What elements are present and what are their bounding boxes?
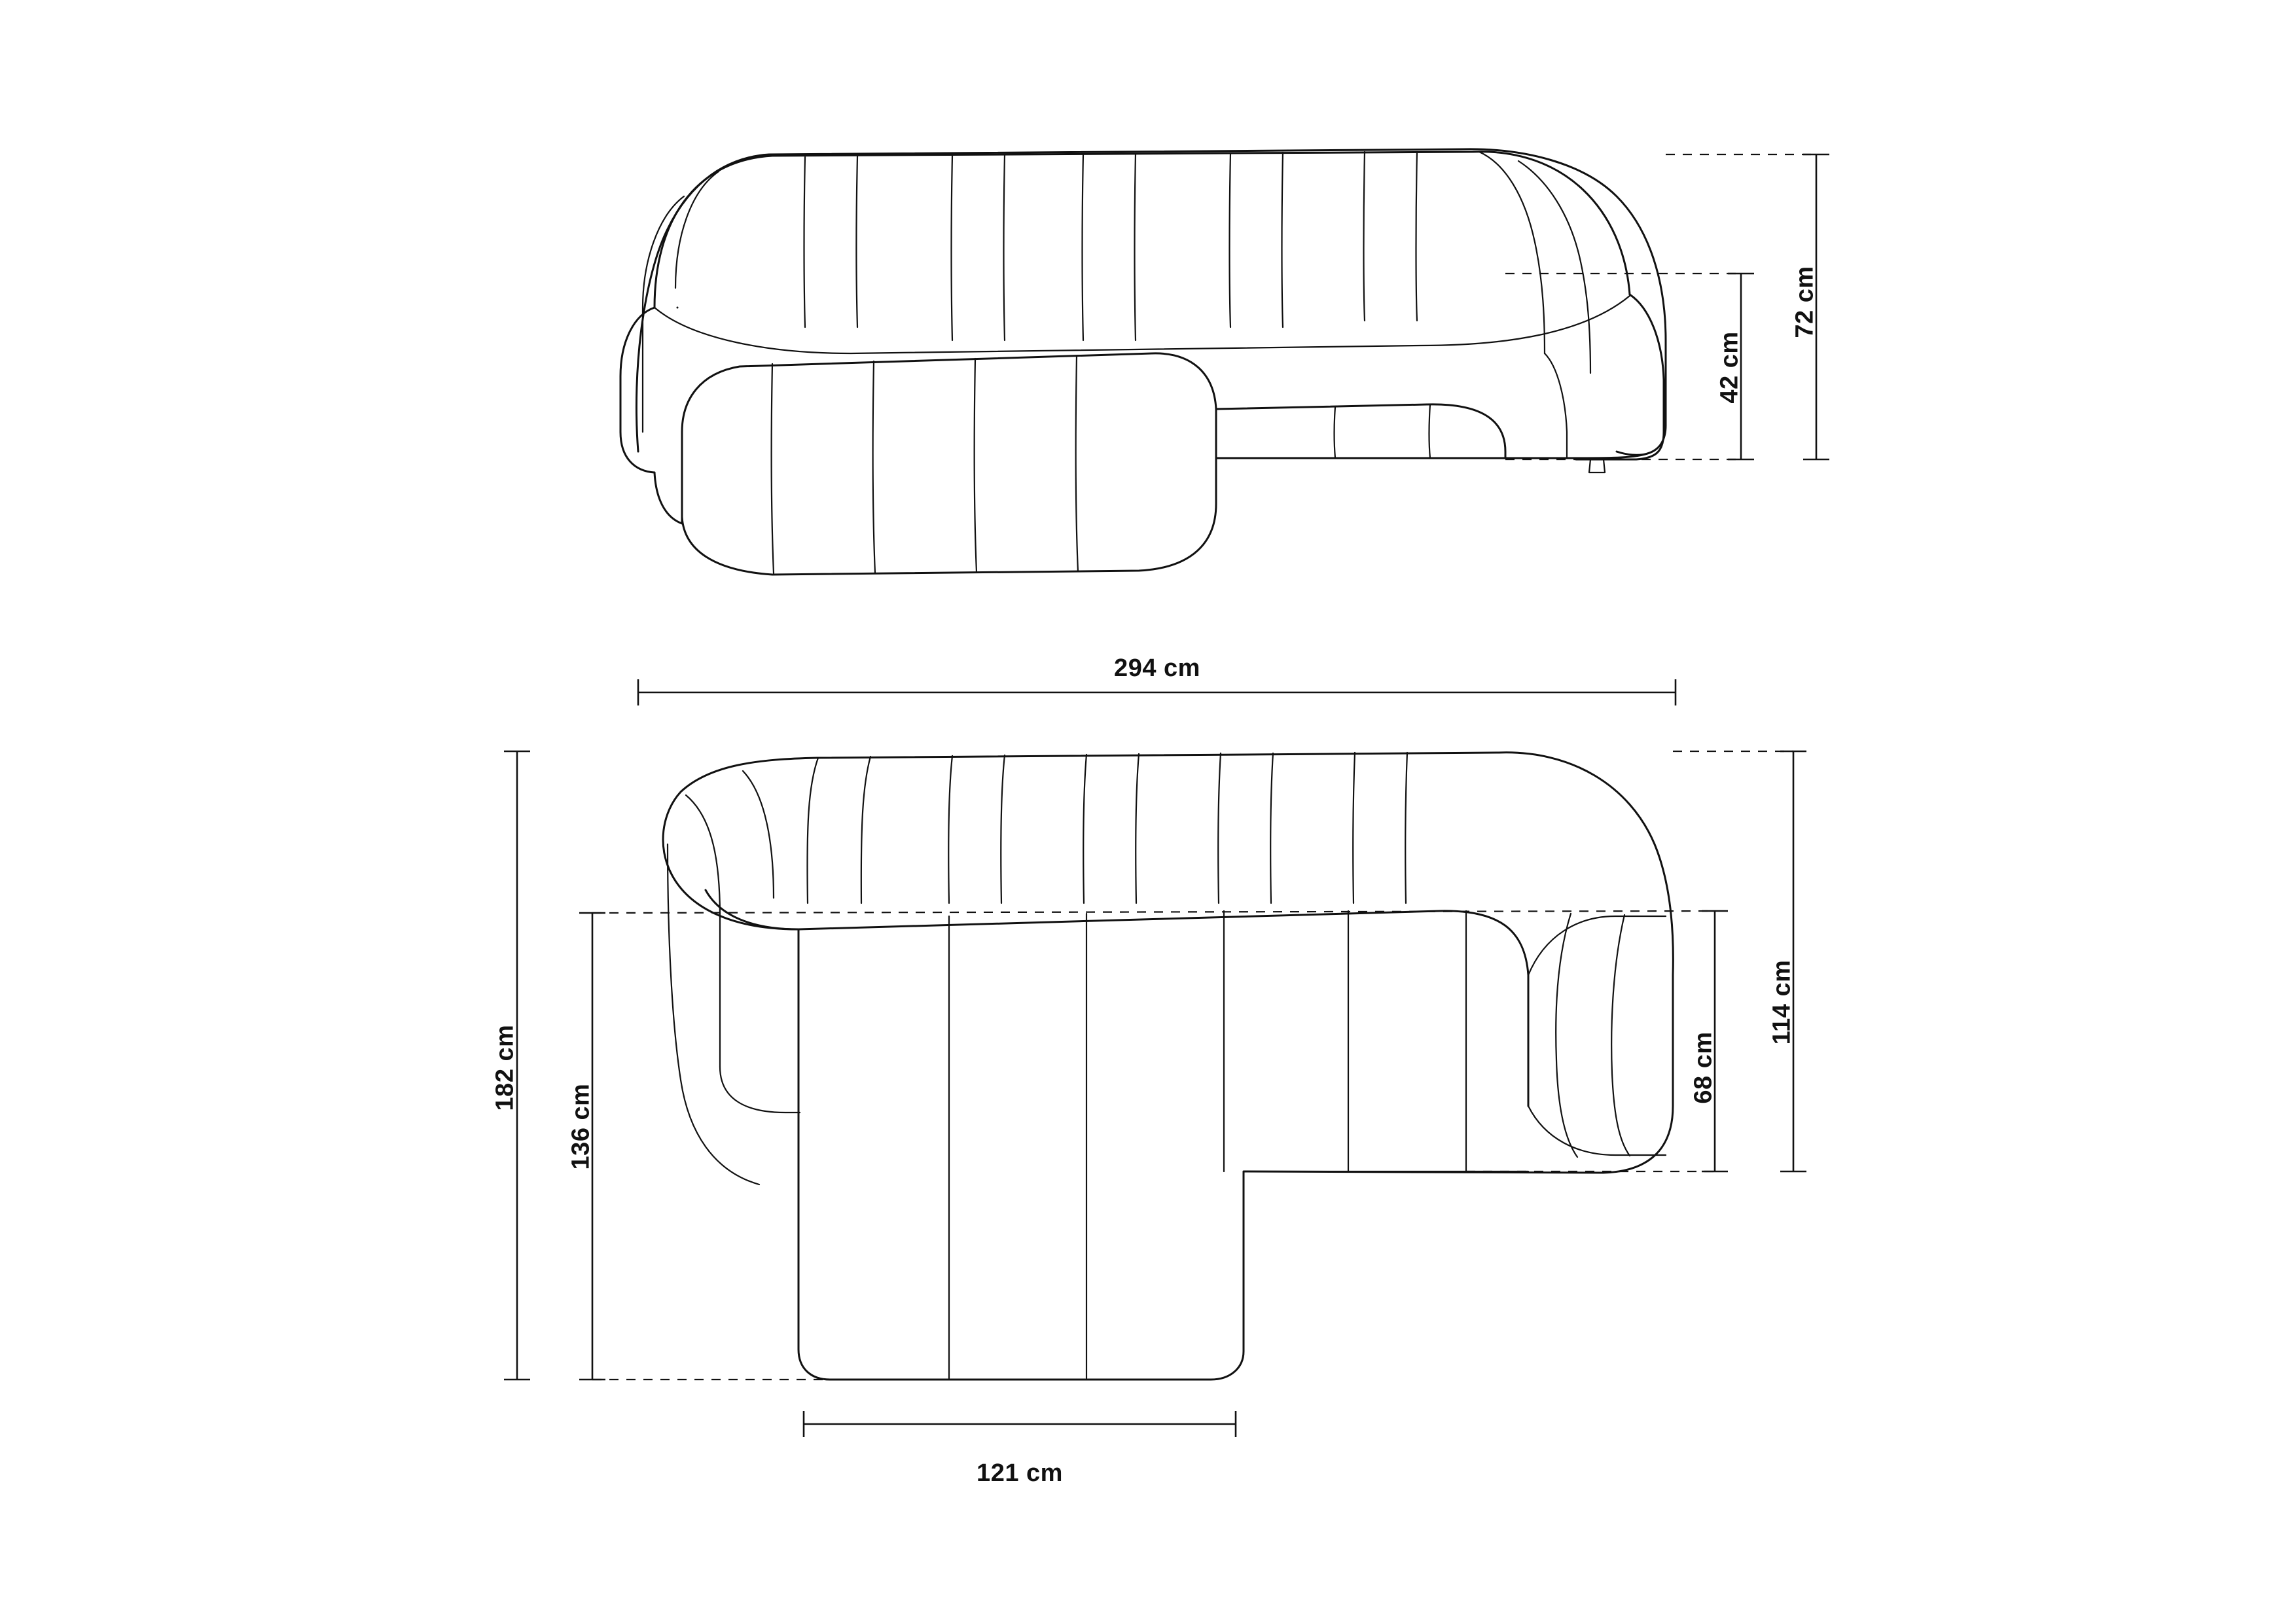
dimension-label-width-total: 294 cm — [1114, 654, 1200, 682]
dimension-label-seat-height: 42 cm — [1715, 331, 1744, 404]
front-view-group — [620, 149, 1666, 575]
width-dimension-294 — [638, 679, 1676, 705]
dimension-label-depth-inner: 136 cm — [567, 1083, 595, 1170]
front-view-dimensions — [1505, 154, 1829, 459]
dimension-label-height-total: 72 cm — [1791, 266, 1819, 338]
dimension-label-depth-total: 182 cm — [491, 1024, 519, 1111]
dimension-label-depth-right-total: 114 cm — [1768, 959, 1796, 1045]
top-view-group — [663, 753, 1673, 1380]
top-view-dimensions — [504, 751, 1806, 1437]
dimension-label-depth-right-inner: 68 cm — [1689, 1031, 1717, 1104]
dimension-label-chaise-width: 121 cm — [977, 1459, 1063, 1487]
